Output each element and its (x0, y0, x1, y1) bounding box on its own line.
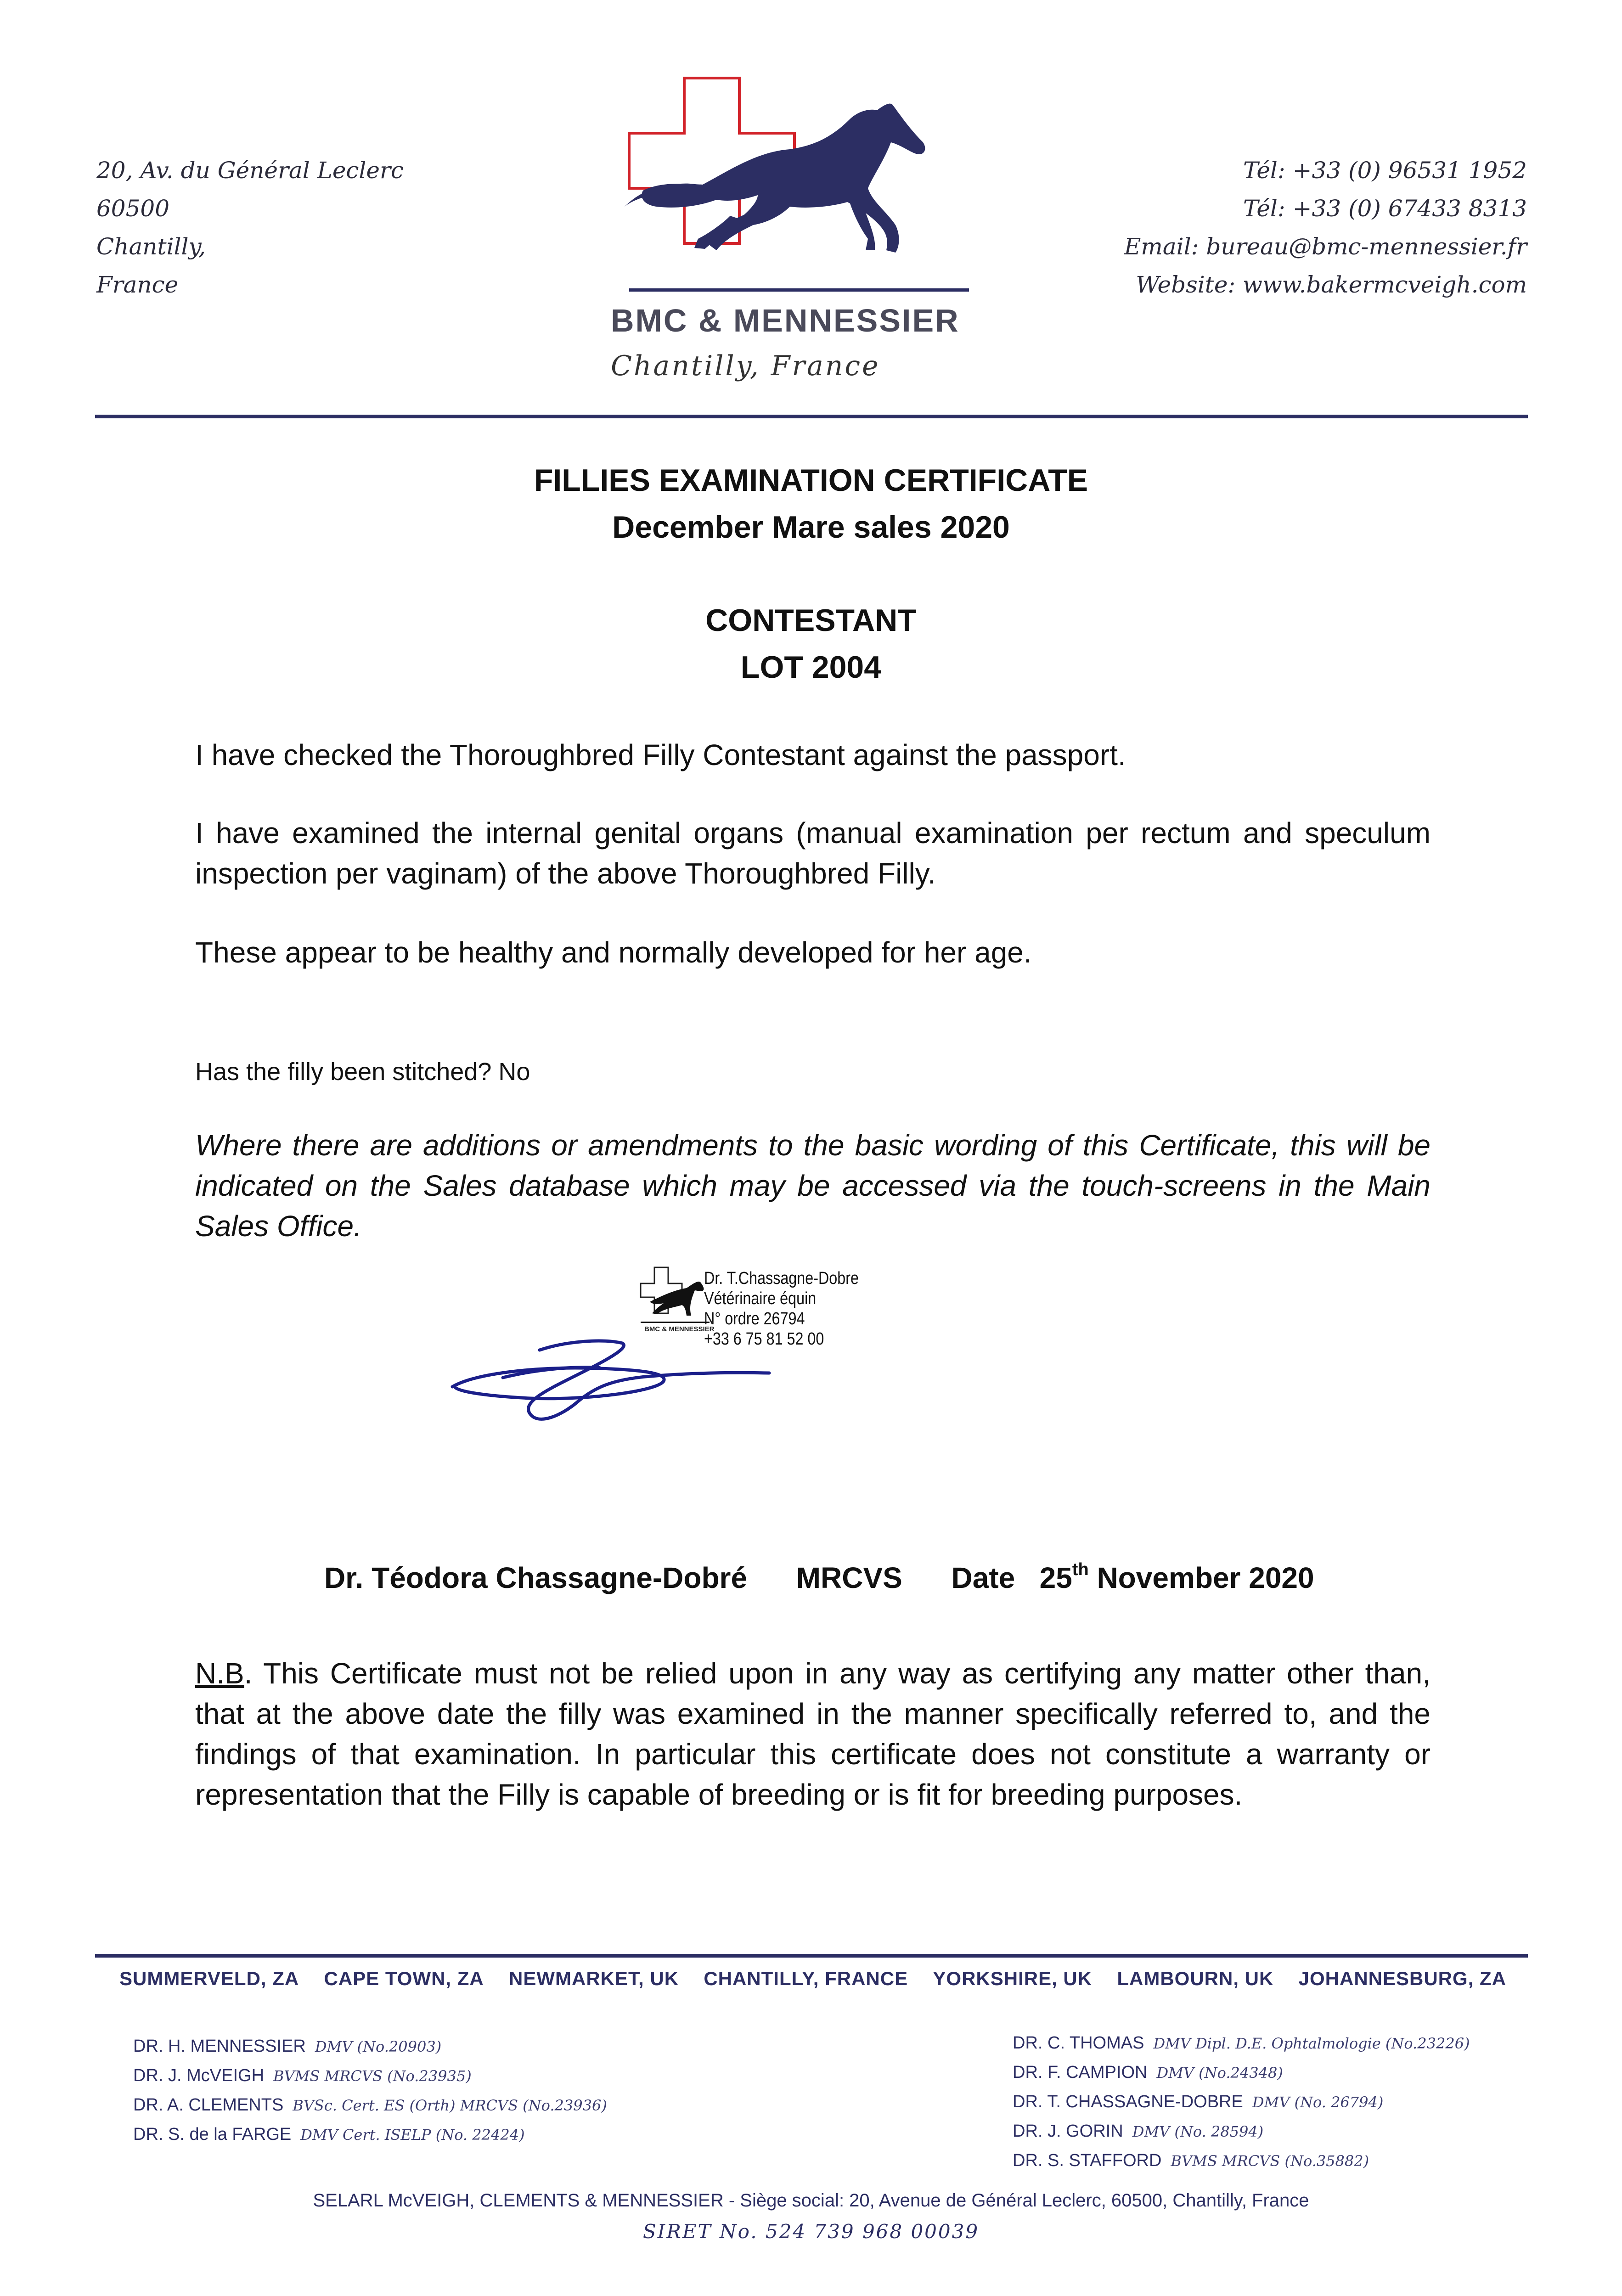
paragraph-examination: I have examined the internal genital organs (manual examination per rectum and speculum inspection per vaginam) of the above Thoroughbred Filly. (195, 816, 1431, 890)
nb-text: . This Certificate must not be relied upon in any way as certifying any matter other than, that at the above date the filly was examined in the manner specifically referred to, and the findings of that examination. In particular this certificate does not constitute a warranty or representation that the Filly is capable of breeding or is fit for breeding purposes. (195, 1657, 1431, 1811)
vet-entry-name: DR. S. STAFFORD (1013, 2151, 1162, 2170)
vet-entry (1013, 2088, 1470, 2117)
city: YORKSHIRE, UK (933, 1968, 1093, 1989)
vet-entry-name: DR. C. THOMAS (1013, 2033, 1144, 2053)
address-block (96, 152, 404, 304)
vet-entry-qual: DMV Cert. ISELP (No. 22424) (300, 2126, 525, 2144)
title-line-2: December Mare sales 2020 (612, 510, 1010, 545)
vet-entry-name: DR. F. CAMPION (1013, 2063, 1148, 2082)
horse-cross-logo-icon (592, 69, 997, 326)
vet-entry-qual: DMV Dipl. D.E. Ophtalmologie (No.23226) (1153, 2035, 1470, 2052)
phone-1: Tél: +33 (0) 96531 1952 (1243, 157, 1527, 184)
office-locations (119, 1968, 1506, 1990)
contestant-label: CONTESTANT (705, 603, 917, 638)
vet-entry-name: DR. A. CLEMENTS (133, 2095, 284, 2115)
vet-entry-name: DR. S. de la FARGE (133, 2125, 292, 2144)
stitched-question: Has the filly been stitched? No (195, 1058, 530, 1086)
vet-entry (133, 2061, 607, 2091)
logo-tagline: Chantilly, France (611, 350, 880, 382)
logo-name: BMC & MENNESSIER (611, 303, 960, 338)
siret-number: SIRET No. 524 739 968 00039 (642, 2220, 980, 2243)
vet-entry-qual: DMV (No.20903) (315, 2038, 442, 2055)
contact-block (1124, 152, 1527, 304)
date-month-year: November 2020 (1097, 1561, 1314, 1594)
address-line: 20, Av. du Général Leclerc (96, 157, 404, 184)
vet-entry-qual: DMV (No. 26794) (1252, 2093, 1384, 2111)
signature-scribble-icon (448, 1322, 778, 1442)
title-line-1: FILLIES EXAMINATION CERTIFICATE (534, 463, 1088, 498)
address-line: Chantilly, (96, 233, 206, 260)
city: JOHANNESBURG, ZA (1298, 1968, 1506, 1989)
signature-line (0, 1527, 1622, 1595)
stamp-line: N° ordre 26794 (704, 1309, 805, 1328)
vet-entry (1013, 2117, 1470, 2146)
company-registration: SELARL McVEIGH, CLEMENTS & MENNESSIER - Siège social: 20, Avenue de Général Leclerc, 60500, Chantilly, France (313, 2190, 1309, 2211)
stamp-line: Dr. T.Chassagne-Dobre (704, 1269, 859, 1288)
vet-entry-qual: BVMS MRCVS (No.35882) (1171, 2152, 1369, 2170)
vet-entry (1013, 2146, 1470, 2176)
vet-entry-qual: BVSc. Cert. ES (Orth) MRCVS (No.23936) (293, 2097, 607, 2114)
date-label: Date (951, 1561, 1015, 1594)
vet-entry (133, 2091, 607, 2120)
paragraph-healthy: These appear to be healthy and normally developed for her age. (195, 936, 1032, 969)
date-day: 25 (1039, 1561, 1072, 1594)
footer-divider (95, 1954, 1528, 1958)
contestant-block (0, 597, 1622, 691)
email: Email: bureau@bmc-mennessier.fr (1124, 233, 1527, 260)
stamp-mini-logo: BMC & MENNESSIER (644, 1325, 715, 1333)
vet-entry-qual: DMV (No. 28594) (1132, 2123, 1264, 2140)
address-line: 60500 (96, 195, 170, 222)
vet-entry-name: DR. T. CHASSAGNE-DOBRE (1013, 2092, 1243, 2111)
website: Website: www.bakermcveigh.com (1136, 271, 1527, 298)
nb-label: N.B (195, 1657, 244, 1690)
vet-entry (1013, 2058, 1470, 2088)
vets-left-column (133, 2032, 607, 2150)
city: SUMMERVELD, ZA (119, 1968, 299, 1989)
vet-entry-name: DR. H. MENNESSIER (133, 2037, 306, 2056)
nb-paragraph (195, 1653, 1431, 1815)
vet-entry (133, 2120, 607, 2150)
amendments-note: Where there are additions or amendments to the basic wording of this Certificate, this will be indicated on the Sales database which may be accessed via the touch-screens in the Main Sales Office. (195, 1129, 1431, 1243)
vet-name: Dr. Téodora Chassagne-Dobré (324, 1561, 748, 1594)
vet-entry-qual: BVMS MRCVS (No.23935) (273, 2067, 472, 2085)
vet-title: MRCVS (796, 1561, 902, 1594)
city: CHANTILLY, FRANCE (704, 1968, 908, 1989)
date-day-suffix: th (1072, 1560, 1089, 1579)
vets-right-column (1013, 2029, 1470, 2176)
city: CAPE TOWN, ZA (324, 1968, 484, 1989)
stamp-line: Vétérinaire équin (704, 1289, 817, 1308)
header-divider (95, 415, 1528, 418)
vet-entry-name: DR. J. McVEIGH (133, 2066, 265, 2085)
vet-entry-qual: DMV (No.24348) (1156, 2064, 1283, 2082)
vet-entry (1013, 2029, 1470, 2058)
lot-number: LOT 2004 (740, 650, 882, 685)
paragraph-passport: I have checked the Thoroughbred Filly Contestant against the passport. (195, 738, 1126, 771)
vet-entry-name: DR. J. GORIN (1013, 2122, 1123, 2141)
certificate-title (0, 457, 1622, 551)
vet-entry (133, 2032, 607, 2061)
company-logo (592, 69, 997, 400)
city: NEWMARKET, UK (509, 1968, 679, 1989)
city: LAMBOURN, UK (1117, 1968, 1274, 1989)
stamp-line: +33 6 75 81 52 00 (704, 1329, 824, 1349)
phone-2: Tél: +33 (0) 67433 8313 (1243, 195, 1527, 222)
address-line: France (96, 271, 179, 298)
